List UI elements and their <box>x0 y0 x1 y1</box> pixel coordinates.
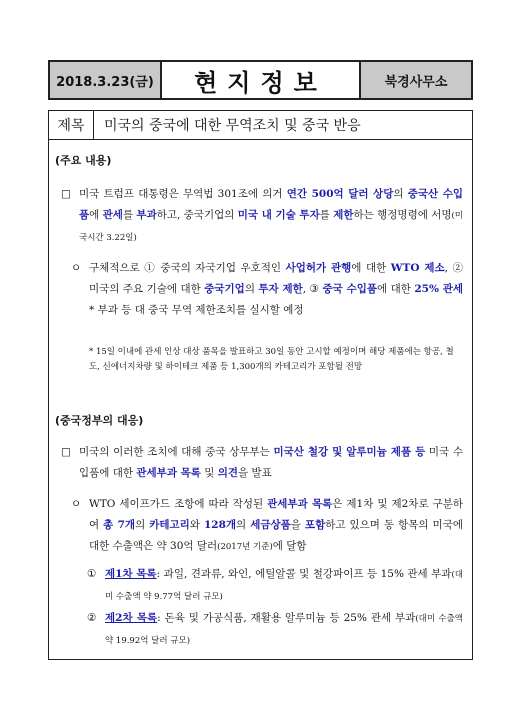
paragraph-1: □ 미국 트럼프 대통령은 무역법 301조에 의거 연간 500억 달러 상당의 중국산 수입품에 관세를 부과하고, 중국기업의 미국 내 기술 투자를 제한하는 행정명령에 서명(미국시간 3.22일) <box>79 184 463 249</box>
document-header <box>48 60 473 100</box>
main-section-heading: (주요 내용) <box>55 154 112 167</box>
header-date: 2018.3.23(금) <box>50 62 162 98</box>
square-bullet: □ <box>61 446 71 458</box>
header-title: 현지정보 <box>194 68 327 97</box>
circle-bullet: ㅇ <box>71 262 82 274</box>
subject-label: 제목 <box>49 111 94 139</box>
paragraph-6: ② 제2차 목록: 돈육 및 가공식품, 재활용 알루미늄 등 25% 관세 부과(대미 수출액 약 19.92억 달러 규모) <box>105 608 463 652</box>
paragraph-5: ① 제1차 목록: 과일, 견과류, 와인, 에틸알콜 및 철강파이프 등 15% 관세 부과(대미 수출액 약 9.77억 달러 규모) <box>105 564 463 608</box>
circled-number-1: ① <box>87 568 97 580</box>
subject-text: 미국의 중국에 대한 무역조치 및 중국 반응 <box>104 118 361 134</box>
document-body <box>48 140 473 660</box>
footnote: * 15일 이내에 관세 인상 대상 품목을 발표하고 30일 동안 고시할 예정이며 해당 제품에는 항공, 철도, 신에너지차량 및 하이테크 제품 등 1,300개의 카테고리가 포함될 전망 <box>89 347 454 372</box>
circle-bullet: ㅇ <box>71 498 82 510</box>
subject-row <box>48 110 473 140</box>
paragraph-4: ㅇ WTO 세이프가드 조항에 따라 작성된 관세부과 목록은 제1차 및 제2차로 구분하여 총 7개의 카테고리와 128개의 세금상품을 포함하고 있으며 동 항목의 미국에 대한 수출액은 약 30억 달러(2017년 기준)에 달함 <box>89 494 463 558</box>
china-section-heading: (중국정부의 대응) <box>55 414 144 427</box>
paragraph-3: □ 미국의 이러한 조치에 대해 중국 상무부는 미국산 철강 및 알루미늄 제품 등 미국 수입품에 대한 관세부과 목록 및 의견을 발표 <box>79 442 463 484</box>
square-bullet: □ <box>61 188 71 200</box>
header-office: 북경사무소 <box>359 62 471 98</box>
paragraph-2: ㅇ 구체적으로 ① 중국의 자국기업 우호적인 사업허가 관행에 대한 WTO 제소, ② 미국의 주요 기술에 대한 중국기업의 투자 제한, ③ 중국 수입품에 대한 25% 관세* 부과 등 대 중국 무역 제한조치를 실시할 예정 <box>89 258 463 321</box>
circled-number-2: ② <box>87 612 97 624</box>
